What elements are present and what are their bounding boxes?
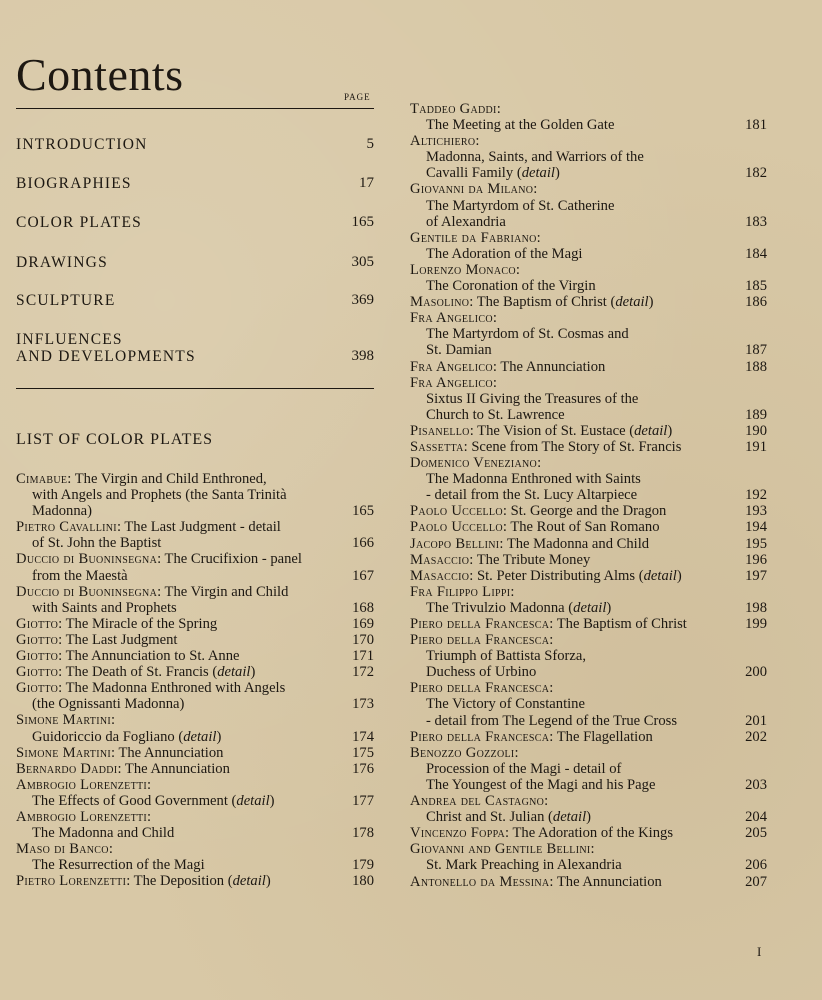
- plate-first-line: Andrea del Castagno:: [410, 793, 549, 810]
- artist-name: Fra Angelico: [410, 310, 493, 327]
- section-page: 165: [351, 214, 374, 230]
- plate-title: The Madonna and Child: [506, 535, 650, 552]
- plate-title: The Deposition (detail): [133, 873, 271, 890]
- plate-title: The Last Judgment: [65, 631, 178, 648]
- plates-column-right: [410, 101, 767, 890]
- plate-entry[interactable]: [16, 616, 374, 632]
- plate-page-number: 189: [745, 406, 767, 423]
- plate-first-line: Simone Martini:: [16, 712, 116, 729]
- artist-name: Masaccio: [410, 551, 470, 568]
- plate-first-line: Ambrogio Lorenzetti:: [16, 776, 152, 793]
- plate-continuation-line: [410, 809, 767, 825]
- artist-name: Simone Martini: [16, 712, 111, 729]
- plate-title: Madonna): [32, 503, 92, 520]
- plate-entry[interactable]: [410, 101, 767, 133]
- plate-first-line: Giotto: The Death of St. Francis (detail): [16, 664, 256, 681]
- plate-page-number: 183: [745, 213, 767, 230]
- plate-page-number: 168: [352, 599, 374, 616]
- plate-entry[interactable]: [410, 825, 767, 841]
- plate-entry[interactable]: [410, 680, 767, 728]
- plate-entry[interactable]: [16, 745, 374, 761]
- section-name: INFLUENCES AND DEVELOPMENTS: [16, 331, 196, 365]
- plate-entry[interactable]: [16, 632, 374, 648]
- plate-title: from the Maestà: [32, 567, 128, 584]
- plate-entry[interactable]: [410, 439, 767, 455]
- section-name: COLOR PLATES: [16, 214, 142, 231]
- plate-page-number: 178: [352, 825, 374, 842]
- plate-entry[interactable]: [410, 262, 767, 294]
- plate-continuation-line: [16, 857, 374, 873]
- plate-continuation-line: [410, 326, 767, 342]
- plate-title: - detail from The Legend of the True Cross: [426, 712, 678, 729]
- section-page: 5: [366, 136, 374, 152]
- plate-page-number: 200: [745, 664, 767, 681]
- plate-entry[interactable]: [410, 503, 767, 519]
- plate-continuation-line: [410, 664, 767, 680]
- plate-page-number: 187: [745, 342, 767, 359]
- plate-first-line: Fra Filippo Lippi:: [410, 583, 515, 600]
- plate-entry[interactable]: [410, 793, 767, 825]
- plate-title: Cavalli Family (detail): [426, 165, 560, 182]
- plate-first-line: Duccio di Buoninsegna: The Crucifixion - panel: [16, 551, 302, 568]
- plate-continuation-line: [16, 600, 374, 616]
- artist-name: Sassetta: [410, 438, 464, 455]
- plate-continuation-line: [16, 535, 374, 551]
- plate-entry[interactable]: [16, 841, 374, 873]
- plate-page-number: 165: [352, 503, 374, 520]
- page-title: Contents: [16, 49, 184, 100]
- plate-title: Scene from The Story of St. Francis: [471, 438, 682, 455]
- plate-continuation-line: [410, 761, 767, 777]
- plate-continuation-line: [410, 214, 767, 230]
- plate-page-number: 204: [745, 809, 767, 826]
- plate-continuation-line: [410, 278, 767, 294]
- plate-page-number: 185: [745, 278, 767, 295]
- artist-name: Giotto: [16, 664, 59, 681]
- artist-name: Bernardo Daddi: [16, 760, 118, 777]
- plate-first-line: Masolino: The Baptism of Christ (detail): [410, 294, 654, 311]
- plate-page-number: 202: [745, 728, 767, 745]
- plate-page-number: 201: [745, 712, 767, 729]
- plate-first-line: Piero della Francesca: The Baptism of Christ: [410, 616, 687, 632]
- plate-continuation-line: [410, 198, 767, 214]
- artist-name: Benozzo Gozzoli: [410, 744, 515, 761]
- plate-first-line: Giotto: The Last Judgment: [16, 631, 178, 648]
- plate-page-number: 171: [352, 648, 374, 665]
- folio-number: I: [757, 944, 762, 959]
- plate-entry[interactable]: [410, 745, 767, 793]
- plate-title: The Miracle of the Spring: [65, 615, 218, 632]
- plate-entry[interactable]: [410, 133, 767, 181]
- section-drawings[interactable]: [16, 254, 374, 271]
- section-page: 369: [351, 292, 374, 308]
- plate-continuation-line: [410, 696, 767, 712]
- artist-name: Domenico Veneziano: [410, 455, 538, 472]
- plate-title: with Angels and Prophets (the Santa Trinità: [32, 487, 287, 504]
- plate-entry[interactable]: [16, 873, 374, 889]
- plate-first-line: Piero della Francesca: The Flagellation: [410, 728, 653, 745]
- plate-first-line: Pietro Lorenzetti: The Deposition (detail): [16, 873, 271, 890]
- artist-name: Giotto: [16, 680, 59, 697]
- plate-entry[interactable]: [16, 519, 374, 551]
- plate-entry[interactable]: [410, 181, 767, 229]
- artist-name: Taddeo Gaddi: [410, 101, 497, 117]
- artist-name: Ambrogio Lorenzetti: [16, 808, 148, 825]
- artist-name: Giotto: [16, 631, 59, 648]
- plate-page-number: 176: [352, 760, 374, 777]
- artist-name: Gentile da Fabriano: [410, 229, 537, 246]
- plate-entry[interactable]: [410, 552, 767, 568]
- artist-name: Piero della Francesca: [410, 728, 550, 745]
- plate-entry[interactable]: [410, 310, 767, 358]
- artist-name: Paolo Uccello: [410, 503, 503, 520]
- plate-first-line: Giotto: The Miracle of the Spring: [16, 615, 218, 632]
- plate-title: The Trivulzio Madonna (detail): [426, 599, 612, 616]
- artist-name: Piero della Francesca: [410, 632, 550, 649]
- section-name: SCULPTURE: [16, 292, 116, 309]
- plate-entry[interactable]: [16, 777, 374, 809]
- plate-first-line: Jacopo Bellini: The Madonna and Child: [410, 535, 650, 552]
- plate-entry[interactable]: [410, 632, 767, 680]
- plate-continuation-line: [410, 600, 767, 616]
- artist-name: Simone Martini: [16, 744, 111, 761]
- plate-title: The Last Judgment - detail: [124, 519, 281, 536]
- plate-title: The Annunciation: [500, 358, 606, 375]
- section-color-plates[interactable]: [16, 214, 374, 231]
- artist-name: Fra Angelico: [410, 358, 493, 375]
- artist-name: Maso di Banco: [16, 841, 109, 858]
- plate-page-number: 177: [352, 792, 374, 809]
- plate-first-line: Benozzo Gozzoli:: [410, 744, 519, 761]
- artist-name: Cimabue: [16, 471, 68, 487]
- plate-title: The Annunciation: [124, 760, 230, 777]
- sections-list: [16, 0, 374, 400]
- plate-first-line: Cimabue: The Virgin and Child Enthroned,: [16, 471, 267, 487]
- plate-entry[interactable]: [410, 729, 767, 745]
- plate-first-line: Paolo Uccello: St. George and the Dragon: [410, 503, 667, 520]
- plate-first-line: Fra Angelico:: [410, 374, 497, 391]
- artist-name: Fra Filippo Lippi: [410, 583, 511, 600]
- plate-page-number: 180: [352, 873, 374, 890]
- plate-page-number: 166: [352, 535, 374, 552]
- plate-title: The Annunciation to St. Anne: [65, 648, 240, 665]
- artist-name: Ambrogio Lorenzetti: [16, 776, 148, 793]
- plate-title: The Martyrdom of St. Catherine: [426, 197, 615, 214]
- plate-title: Duchess of Urbino: [426, 664, 537, 681]
- plate-continuation-line: [410, 713, 767, 729]
- plate-page-number: 170: [352, 631, 374, 648]
- section-page: 398: [351, 348, 374, 364]
- plate-title: The Annunciation: [118, 744, 224, 761]
- plate-title: - detail from the St. Lucy Altarpiece: [426, 487, 638, 504]
- plate-title: The Virgin and Child Enthroned,: [74, 471, 267, 487]
- plate-title: The Adoration of the Magi: [426, 245, 583, 262]
- section-introduction[interactable]: [16, 136, 374, 153]
- section-page: 305: [351, 254, 374, 270]
- plate-continuation-line: [16, 503, 374, 519]
- plate-first-line: Sassetta: Scene from The Story of St. Francis: [410, 438, 682, 455]
- plate-title: The Flagellation: [556, 728, 653, 745]
- plate-first-line: Altichiero:: [410, 133, 480, 150]
- plate-first-line: Vincenzo Foppa: The Adoration of the Kings: [410, 825, 674, 842]
- plate-title: The Madonna Enthroned with Saints: [426, 471, 641, 488]
- plate-title: Madonna, Saints, and Warriors of the: [426, 149, 644, 166]
- plate-title: Procession of the Magi - detail of: [426, 760, 622, 777]
- plate-title: The Vision of St. Eustace (detail): [477, 422, 673, 439]
- plate-first-line: Paolo Uccello: The Rout of San Romano: [410, 519, 660, 536]
- plate-first-line: Simone Martini: The Annunciation: [16, 744, 224, 761]
- artist-name: Antonello da Messina: [410, 873, 550, 890]
- plate-first-line: Pietro Cavallini: The Last Judgment - detail: [16, 519, 281, 536]
- plate-entry[interactable]: [16, 712, 374, 744]
- plate-entry[interactable]: [16, 761, 374, 777]
- plate-entry[interactable]: [16, 551, 374, 583]
- plate-entry[interactable]: [16, 809, 374, 841]
- plate-entry[interactable]: [410, 423, 767, 439]
- plate-title: The Death of St. Francis (detail): [65, 664, 256, 681]
- artist-name: Duccio di Buoninsegna: [16, 551, 158, 568]
- plate-title: St. George and the Dragon: [510, 503, 667, 520]
- plate-first-line: Masaccio: St. Peter Distributing Alms (detail): [410, 567, 682, 584]
- section-name: INTRODUCTION: [16, 136, 148, 153]
- plate-title: Christ and St. Julian (detail): [426, 809, 592, 826]
- plate-entry[interactable]: [16, 680, 374, 712]
- plate-title: Church to St. Lawrence: [426, 406, 565, 423]
- plate-entry[interactable]: [410, 230, 767, 262]
- plate-page-number: 197: [745, 567, 767, 584]
- plate-page-number: 199: [745, 616, 767, 632]
- plate-page-number: 188: [745, 358, 767, 375]
- plate-title: The Adoration of the Kings: [512, 825, 674, 842]
- artist-name: Giovanni and Gentile Bellini: [410, 841, 591, 858]
- plate-title: The Effects of Good Government (detail): [32, 792, 275, 809]
- plate-continuation-line: [16, 729, 374, 745]
- artist-name: Vincenzo Foppa: [410, 825, 506, 842]
- plate-first-line: Duccio di Buoninsegna: The Virgin and Child: [16, 583, 289, 600]
- plate-entry[interactable]: [410, 568, 767, 584]
- artist-name: Pietro Lorenzetti: [16, 873, 127, 890]
- plate-page-number: 190: [745, 422, 767, 439]
- plate-continuation-line: [16, 793, 374, 809]
- plate-page-number: 186: [745, 294, 767, 311]
- plate-page-number: 191: [745, 438, 767, 455]
- plate-continuation-line: [16, 487, 374, 503]
- plate-entry[interactable]: [16, 664, 374, 680]
- plate-first-line: Taddeo Gaddi:: [410, 101, 501, 117]
- plate-title: The Rout of San Romano: [510, 519, 660, 536]
- plate-page-number: 198: [745, 599, 767, 616]
- plate-title: with Saints and Prophets: [32, 599, 177, 616]
- plate-title: St. Mark Preaching in Alexandria: [426, 857, 622, 874]
- plate-first-line: Piero della Francesca:: [410, 680, 554, 697]
- plate-first-line: Piero della Francesca:: [410, 632, 554, 649]
- plate-first-line: Domenico Veneziano:: [410, 455, 542, 472]
- plates-column-left: [16, 471, 374, 889]
- artist-name: Piero della Francesca: [410, 680, 550, 697]
- plate-page-number: 205: [745, 825, 767, 842]
- plate-first-line: Pisanello: The Vision of St. Eustace (detail): [410, 422, 673, 439]
- plate-continuation-line: [410, 117, 767, 133]
- plate-page-number: 193: [745, 503, 767, 520]
- section-influences[interactable]: [16, 331, 374, 365]
- plate-title: The Tribute Money: [476, 551, 591, 568]
- artist-name: Piero della Francesca: [410, 616, 550, 632]
- plate-page-number: 175: [352, 744, 374, 761]
- plate-page-number: 206: [745, 857, 767, 874]
- plate-first-line: Giotto: The Madonna Enthroned with Angels: [16, 680, 286, 697]
- plate-title: The Virgin and Child: [164, 583, 289, 600]
- artist-name: Pietro Cavallini: [16, 519, 117, 536]
- plate-title: The Crucifixion - panel: [164, 551, 302, 568]
- page-column-label: PAGE: [344, 92, 371, 102]
- plate-first-line: Maso di Banco:: [16, 841, 113, 858]
- section-sculpture[interactable]: [16, 292, 374, 309]
- artist-name: Masolino: [410, 294, 470, 311]
- plate-page-number: 184: [745, 245, 767, 262]
- section-biographies[interactable]: [16, 175, 374, 192]
- artist-name: Giotto: [16, 648, 59, 665]
- plate-first-line: Bernardo Daddi: The Annunciation: [16, 760, 230, 777]
- artist-name: Duccio di Buoninsegna: [16, 583, 158, 600]
- plate-title: The Youngest of the Magi and his Page: [426, 776, 656, 793]
- artist-name: Giovanni da Milano: [410, 181, 534, 198]
- plate-page-number: 203: [745, 776, 767, 793]
- plate-page-number: 192: [745, 487, 767, 504]
- plate-title: The Annunciation: [556, 873, 662, 890]
- plate-first-line: Lorenzo Monaco:: [410, 261, 520, 278]
- plate-first-line: Ambrogio Lorenzetti:: [16, 808, 152, 825]
- plate-title: The Baptism of Christ: [556, 616, 687, 632]
- plate-entry[interactable]: [410, 375, 767, 423]
- plate-continuation-line: [410, 407, 767, 423]
- plate-continuation-line: [410, 149, 767, 165]
- artist-name: Paolo Uccello: [410, 519, 503, 536]
- plate-continuation-line: [16, 568, 374, 584]
- plate-title: The Madonna and Child: [32, 825, 175, 842]
- plate-entry[interactable]: [16, 584, 374, 616]
- plate-continuation-line: [16, 696, 374, 712]
- plate-title: Guidoriccio da Fogliano (detail): [32, 728, 222, 745]
- plate-page-number: 174: [352, 728, 374, 745]
- plate-continuation-line: [410, 391, 767, 407]
- plate-title: of St. John the Baptist: [32, 535, 162, 552]
- plate-first-line: Giotto: The Annunciation to St. Anne: [16, 648, 240, 665]
- plate-first-line: Fra Angelico: The Annunciation: [410, 358, 606, 375]
- plate-page-number: 169: [352, 615, 374, 632]
- plate-page-number: 182: [745, 165, 767, 182]
- plate-title: The Baptism of Christ (detail): [476, 294, 654, 311]
- plate-entry[interactable]: [410, 584, 767, 616]
- plate-continuation-line: [410, 246, 767, 262]
- plate-first-line: Antonello da Messina: The Annunciation: [410, 873, 662, 890]
- plate-entry[interactable]: [410, 874, 767, 890]
- plate-title: St. Peter Distributing Alms (detail): [476, 567, 682, 584]
- plate-first-line: Fra Angelico:: [410, 310, 497, 327]
- plate-entry[interactable]: [410, 536, 767, 552]
- artist-name: Jacopo Bellini: [410, 535, 500, 552]
- plate-continuation-line: [410, 777, 767, 793]
- artist-name: Masaccio: [410, 567, 470, 584]
- plate-entry[interactable]: [410, 841, 767, 873]
- plate-entry[interactable]: [410, 616, 767, 632]
- plate-title: The Resurrection of the Magi: [32, 857, 205, 874]
- section-name: BIOGRAPHIES: [16, 175, 132, 192]
- plate-title: St. Damian: [426, 342, 492, 359]
- plate-page-number: 181: [745, 117, 767, 134]
- list-heading: LIST OF COLOR PLATES: [16, 431, 214, 448]
- section-name: DRAWINGS: [16, 254, 108, 271]
- plate-continuation-line: [410, 471, 767, 487]
- plate-title: Sixtus II Giving the Treasures of the: [426, 390, 639, 407]
- section-page: 17: [359, 175, 374, 191]
- artist-name: Giotto: [16, 615, 59, 632]
- plate-title: The Meeting at the Golden Gate: [426, 117, 615, 134]
- plate-page-number: 167: [352, 567, 374, 584]
- plate-first-line: Masaccio: The Tribute Money: [410, 551, 591, 568]
- plate-page-number: 173: [352, 696, 374, 713]
- plate-entry[interactable]: [16, 648, 374, 664]
- plate-page-number: 207: [745, 873, 767, 890]
- plate-title: The Coronation of the Virgin: [426, 278, 596, 295]
- plate-title: The Victory of Constantine: [426, 696, 585, 713]
- plate-entry[interactable]: [16, 471, 374, 519]
- plate-page-number: 196: [745, 551, 767, 568]
- artist-name: Altichiero: [410, 133, 476, 150]
- plate-title: Triumph of Battista Sforza,: [426, 648, 586, 665]
- plate-entry[interactable]: [410, 455, 767, 503]
- plate-continuation-line: [410, 165, 767, 181]
- plate-continuation-line: [16, 825, 374, 841]
- plate-page-number: 172: [352, 664, 374, 681]
- artist-name: Andrea del Castagno: [410, 793, 545, 810]
- plate-page-number: 194: [745, 519, 767, 536]
- plate-page-number: 179: [352, 857, 374, 874]
- plate-title: The Madonna Enthroned with Angels: [65, 680, 286, 697]
- plate-title: of Alexandria: [426, 213, 506, 230]
- bottom-rule: [16, 388, 374, 389]
- artist-name: Fra Angelico: [410, 374, 493, 391]
- plate-continuation-line: [410, 487, 767, 503]
- artist-name: Pisanello: [410, 422, 470, 439]
- plate-title: (the Ognissanti Madonna): [32, 696, 185, 713]
- plate-first-line: Giovanni da Milano:: [410, 181, 538, 198]
- plate-title: The Martyrdom of St. Cosmas and: [426, 326, 629, 343]
- plate-entry[interactable]: [410, 519, 767, 535]
- plate-first-line: Giovanni and Gentile Bellini:: [410, 841, 595, 858]
- plate-page-number: 195: [745, 535, 767, 552]
- plate-continuation-line: [410, 648, 767, 664]
- plate-entry[interactable]: [410, 294, 767, 310]
- artist-name: Lorenzo Monaco: [410, 261, 516, 278]
- plate-continuation-line: [410, 342, 767, 358]
- plate-continuation-line: [410, 857, 767, 873]
- plate-first-line: Gentile da Fabriano:: [410, 229, 541, 246]
- plate-entry[interactable]: [410, 359, 767, 375]
